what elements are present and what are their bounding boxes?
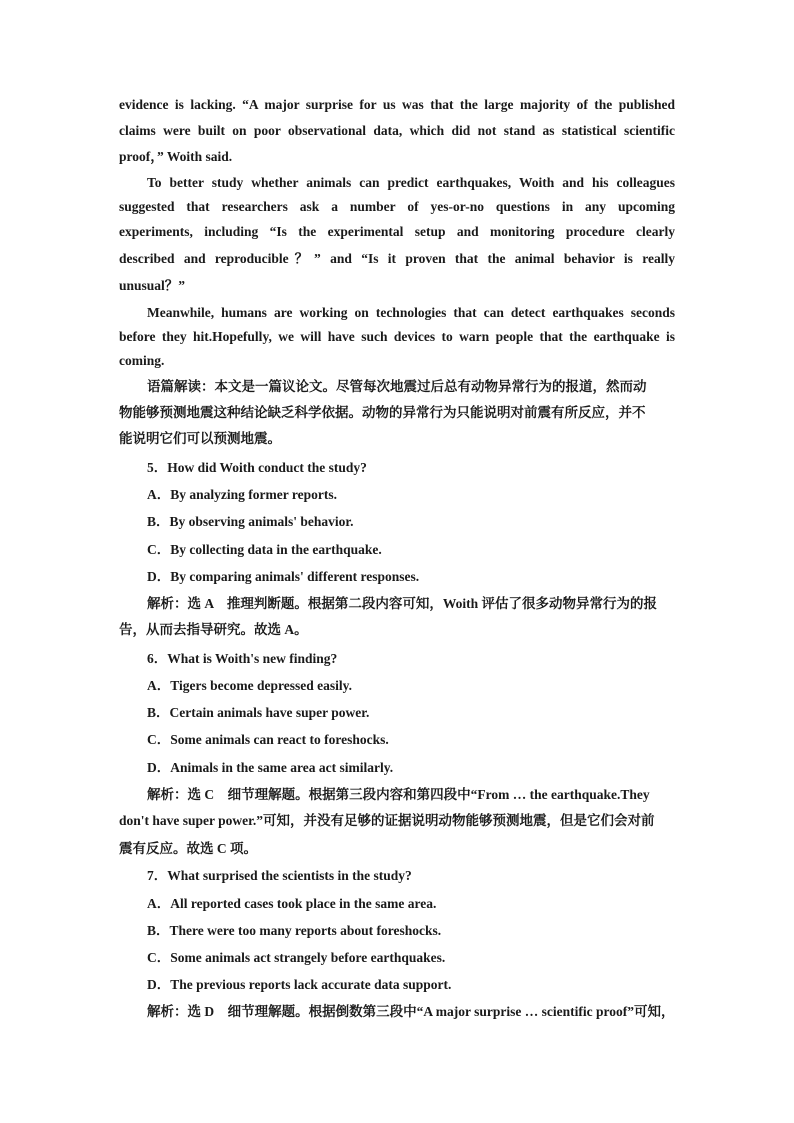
option-c: C．Some animals can react to foreshocks.: [147, 732, 389, 747]
option-b: B．Certain animals have super power.: [147, 705, 370, 720]
passage-line: To better study whether animals can predict earthquakes, Woith and his colleagues: [147, 175, 675, 190]
explanation-label: 解析：: [147, 596, 188, 611]
option-b: B．There were too many reports about foreshocks.: [147, 923, 442, 938]
passage-line: before they hit.Hopefully, we will have such devices to warn people that the earthquake is: [119, 329, 675, 344]
explanation-text: 选 A 推理判断题。根据第二段内容可知，Woith 评估了很多动物异常行为的报: [187, 596, 658, 611]
analysis-text: 本文是一篇议论文。尽管每次地震过后总有动物异常行为的报道，然而动: [214, 379, 647, 394]
explanation-label: 解析：: [147, 1004, 188, 1019]
passage-line: claims were built on poor observational data, which did not stand as statistical scientific: [119, 123, 675, 138]
option-c: C．By collecting data in the earthquake.: [147, 542, 382, 557]
passage-line: unusual？”: [119, 278, 186, 293]
option-a: A．All reported cases took place in the same area.: [147, 896, 437, 911]
option-b: B．By observing animals' behavior.: [147, 514, 354, 529]
analysis-line: [147, 378, 675, 396]
option-d: D．The previous reports lack accurate data support.: [147, 977, 452, 992]
passage-line: evidence is lacking. “A major surprise for us was that the large majority of the published: [119, 97, 675, 112]
passage-line: coming.: [119, 353, 165, 368]
option-d: D．Animals in the same area act similarly.: [147, 760, 394, 775]
explanation-line: don't have super power.”可知，并没有足够的证据说明动物能够预测地震，但是它们会对前: [119, 813, 655, 828]
option-a: A．By analyzing former reports.: [147, 487, 337, 502]
analysis-label: 语篇解读：: [147, 379, 215, 394]
passage-line: described and reproducible？” and “Is it proven that the animal behavior is really: [119, 251, 675, 266]
explanation-line: [147, 595, 675, 613]
question-stem: 7．What surprised the scientists in the study?: [147, 868, 412, 883]
analysis-line: 物能够预测地震这种结论缺乏科学依据。动物的异常行为只能说明对前震有所反应，并不: [119, 405, 646, 420]
question-stem: 5．How did Woith conduct the study?: [147, 460, 367, 475]
explanation-text: 选 C 细节理解题。根据第三段内容和第四段中“From … the earthquake.They: [187, 787, 650, 802]
explanation-line: 告，从而去指导研究。故选 A。: [119, 622, 308, 637]
passage-line: Meanwhile, humans are working on technologies that can detect earthquakes seconds: [147, 305, 675, 320]
option-a: A．Tigers become depressed easily.: [147, 678, 352, 693]
passage-line: suggested that researchers ask a number of yes-or-no questions in any upcoming: [119, 199, 675, 214]
question-stem: 6．What is Woith's new finding?: [147, 651, 338, 666]
explanation-label: 解析：: [147, 787, 188, 802]
explanation-line: [147, 1003, 675, 1021]
option-c: C．Some animals act strangely before earthquakes.: [147, 950, 446, 965]
option-d: D．By comparing animals' different responses.: [147, 569, 420, 584]
explanation-line: 震有反应。故选 C 项。: [119, 841, 257, 856]
passage-line: proof，” Woith said.: [119, 149, 233, 164]
explanation-text: 选 D 细节理解题。根据倒数第三段中“A major surprise … scientific proof”可知，: [187, 1004, 675, 1019]
analysis-line: 能说明它们可以预测地震。: [119, 431, 281, 446]
passage-line: experiments, including “Is the experimental setup and monitoring procedure clearly: [119, 224, 675, 239]
explanation-line: [147, 786, 675, 804]
